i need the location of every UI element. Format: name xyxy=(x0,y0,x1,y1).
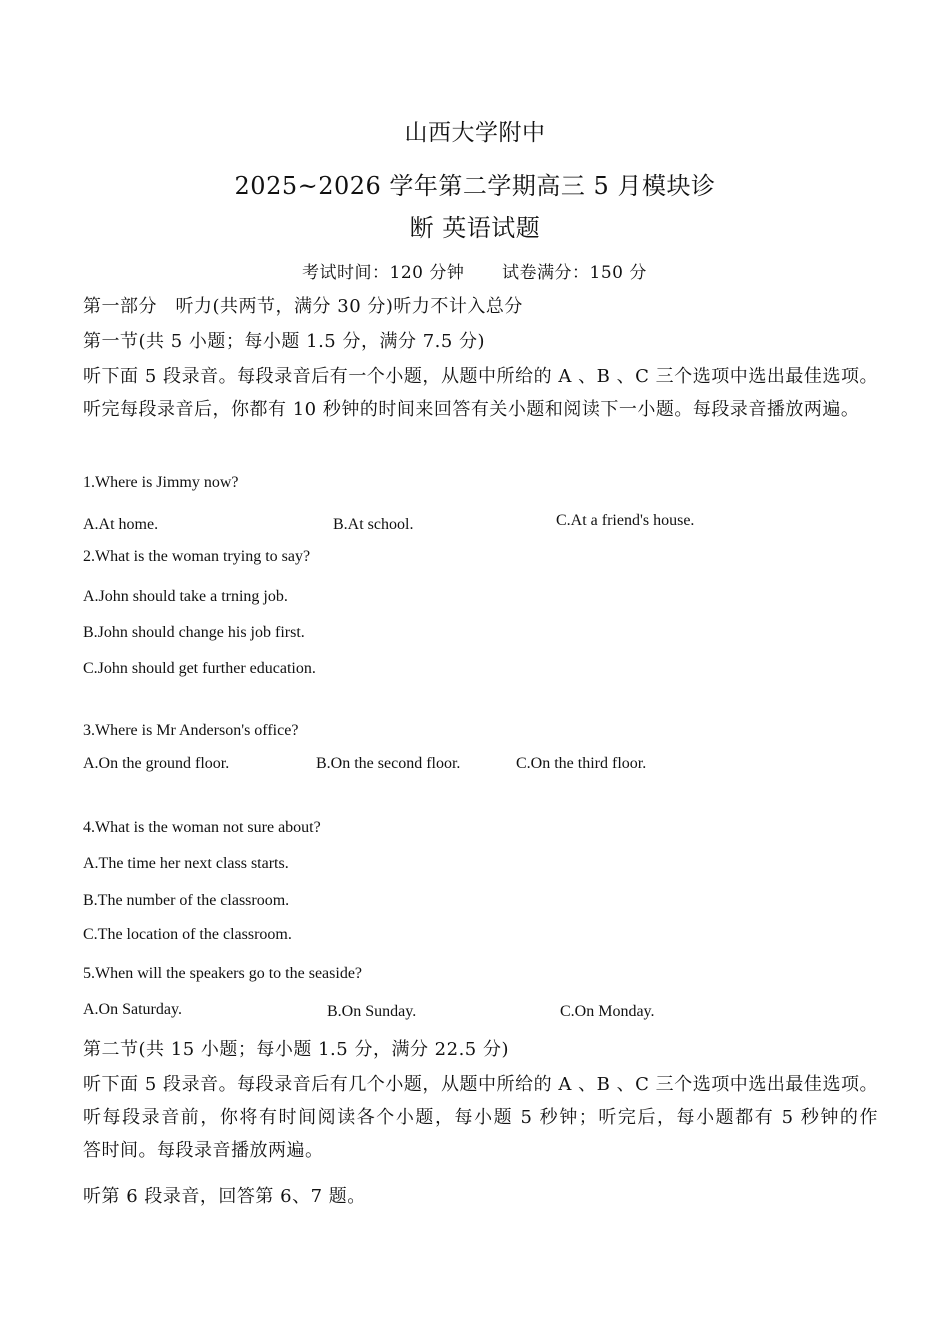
option-a: A.At home. xyxy=(83,516,159,533)
option-b: B.John should change his job first. xyxy=(83,624,305,641)
option-a: A.On the ground floor. xyxy=(83,755,230,772)
question-stem: 3.Where is Mr Anderson's office? xyxy=(83,722,299,739)
full-score: 试卷满分：150 分 xyxy=(502,263,647,283)
exam-time: 考试时间：120 分钟 xyxy=(302,263,465,283)
option-a: A.On Saturday. xyxy=(83,1001,182,1018)
school-name: 山西大学附中 xyxy=(404,120,546,146)
question-stem: 1.Where is Jimmy now? xyxy=(83,474,239,491)
option-c: C.The location of the classroom. xyxy=(83,926,292,943)
option-a: A.John should take a trning job. xyxy=(83,588,288,605)
question-stem: 5.When will the speakers go to the seaside? xyxy=(83,965,363,982)
option-c: C.On Monday. xyxy=(560,1003,655,1020)
option-b: B.The number of the classroom. xyxy=(83,892,290,909)
option-c: C.On the third floor. xyxy=(516,755,647,772)
option-b: B.On Sunday. xyxy=(327,1003,417,1020)
option-b: B.On the second floor. xyxy=(316,755,461,772)
option-c: C.John should get further education. xyxy=(83,660,316,677)
exam-title-line2: 断 英语试题 xyxy=(409,214,541,242)
audio6-instruction: 听第 6 段录音，回答第 6、7 题。 xyxy=(83,1186,366,1207)
option-c: C.At a friend's house. xyxy=(556,512,695,529)
section1-heading: 第一节(共 5 小题；每小题 1.5 分，满分 7.5 分) xyxy=(83,331,486,352)
section1-instructions: 听下面 5 段录音。每段录音后有一个小题，从题中所给的 A 、B 、C 三个选项中选出最佳选项。 听完每段录音后，你都有 10 秒钟的时间来回答有关小题和阅读下一小题。每段录音播放两遍。 xyxy=(83,366,878,420)
question-stem: 2.What is the woman trying to say? xyxy=(83,548,311,565)
section2-heading: 第二节(共 15 小题；每小题 1.5 分，满分 22.5 分) xyxy=(83,1039,509,1060)
section2-instructions: 听下面 5 段录音。每段录音后有几个小题，从题中所给的 A 、B 、C 三个选项中选出最佳选项。 听每段录音前，你将有时间阅读各个小题，每小题 5 秒钟；听完后，每小题都有 5 秒钟的作 答时间。每段录音播放两遍。 xyxy=(83,1074,915,1161)
option-b: B.At school. xyxy=(333,516,414,533)
exam-title-line1: 2025~2026 学年第二学期高三 5 月模块诊 xyxy=(234,172,716,200)
question-stem: 4.What is the woman not sure about? xyxy=(83,819,321,836)
option-a: A.The time her next class starts. xyxy=(83,855,289,872)
part1-heading: 第一部分 听力(共两节，满分 30 分)听力不计入总分 xyxy=(83,296,523,317)
